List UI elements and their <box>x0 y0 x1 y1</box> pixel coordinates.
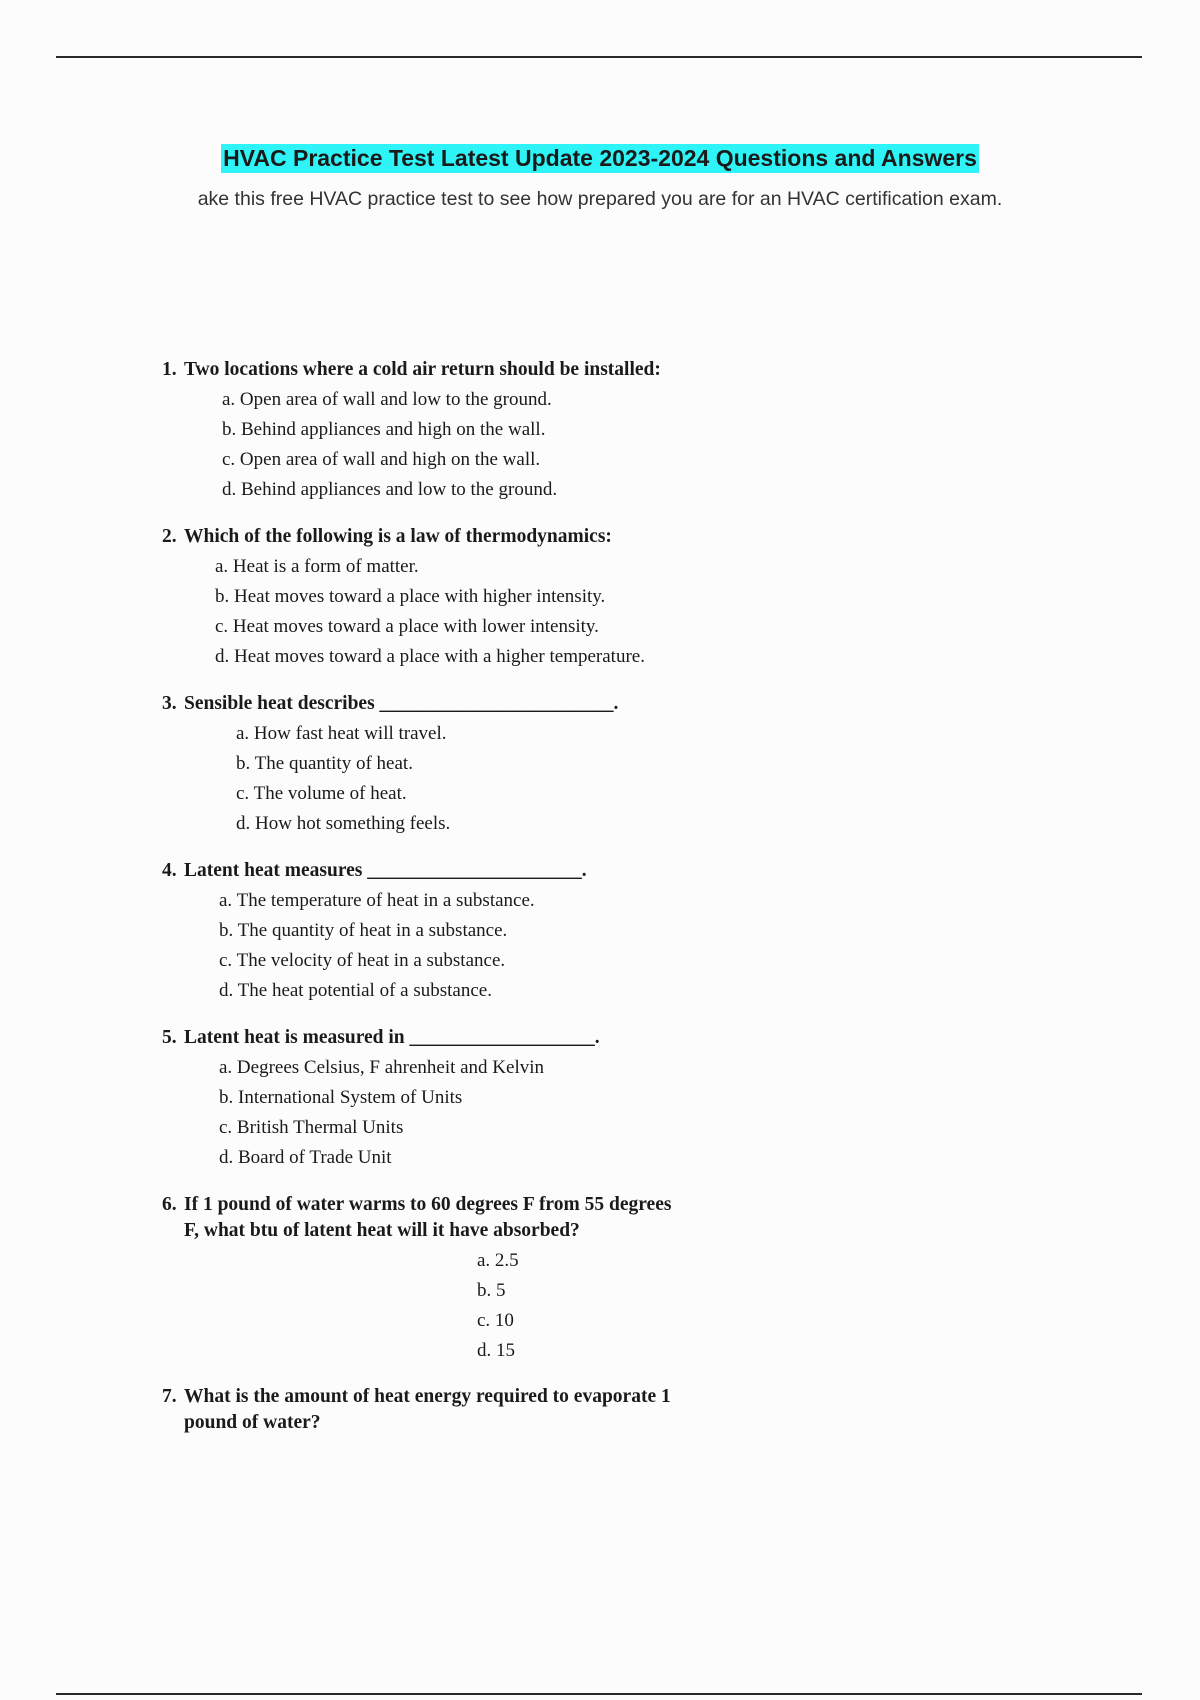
option-3c: c. The volume of heat. <box>236 783 407 804</box>
question-text-line1: If 1 pound of water warms to 60 degrees F from 55 degrees <box>184 1194 672 1215</box>
question-text: Which of the following is a law of thermodynamics: <box>184 526 612 547</box>
option-6c: c. 10 <box>477 1310 514 1331</box>
question-4 <box>162 858 587 884</box>
document-title: HVAC Practice Test Latest Update 2023-2024 Questions and Answers <box>223 145 977 171</box>
option-4b: b. The quantity of heat in a substance. <box>219 920 508 941</box>
option-6a: a. 2.5 <box>477 1250 519 1271</box>
option-1b: b. Behind appliances and high on the wall. <box>222 419 546 440</box>
title-block <box>0 144 1200 173</box>
option-6d: d. 15 <box>477 1340 515 1361</box>
question-text: Latent heat measures ______________________. <box>184 860 587 881</box>
option-2a: a. Heat is a form of matter. <box>215 556 419 577</box>
option-1a: a. Open area of wall and low to the ground. <box>222 389 552 410</box>
option-3d: d. How hot something feels. <box>236 813 451 834</box>
option-4a: a. The temperature of heat in a substance. <box>219 890 535 911</box>
question-number: 7. <box>162 1386 177 1407</box>
question-text-line2: F, what btu of latent heat will it have absorbed? <box>184 1220 580 1241</box>
option-5c: c. British Thermal Units <box>219 1117 404 1138</box>
question-6 <box>162 1192 722 1244</box>
option-3b: b. The quantity of heat. <box>236 753 413 774</box>
document-subtitle: ake this free HVAC practice test to see how prepared you are for an HVAC certification exam. <box>197 188 1003 210</box>
bottom-rule <box>56 1693 1142 1695</box>
option-6b: b. 5 <box>477 1280 506 1301</box>
question-7 <box>162 1384 722 1436</box>
question-text-line2: pound of water? <box>184 1412 321 1433</box>
question-1 <box>162 357 661 383</box>
question-number: 2. <box>162 526 177 547</box>
top-rule <box>56 56 1142 58</box>
option-5d: d. Board of Trade Unit <box>219 1147 392 1168</box>
question-number: 3. <box>162 693 177 714</box>
question-number: 5. <box>162 1027 177 1048</box>
option-2b: b. Heat moves toward a place with higher intensity. <box>215 586 606 607</box>
option-2c: c. Heat moves toward a place with lower intensity. <box>215 616 599 637</box>
option-4d: d. The heat potential of a substance. <box>219 980 492 1001</box>
option-3a: a. How fast heat will travel. <box>236 723 447 744</box>
option-5a: a. Degrees Celsius, F ahrenheit and Kelvin <box>219 1057 545 1078</box>
question-3 <box>162 691 618 717</box>
option-1c: c. Open area of wall and high on the wall. <box>222 449 541 470</box>
question-text: Sensible heat describes ________________________. <box>184 693 619 714</box>
question-number: 4. <box>162 860 177 881</box>
question-text: Two locations where a cold air return should be installed: <box>184 359 661 380</box>
question-text: Latent heat is measured in ___________________. <box>184 1027 600 1048</box>
question-number: 1. <box>162 359 177 380</box>
question-number: 6. <box>162 1194 177 1215</box>
option-5b: b. International System of Units <box>219 1087 463 1108</box>
question-text-line1: What is the amount of heat energy required to evaporate 1 <box>184 1386 671 1407</box>
question-2 <box>162 524 612 550</box>
option-4c: c. The velocity of heat in a substance. <box>219 950 506 971</box>
question-5 <box>162 1025 600 1051</box>
option-1d: d. Behind appliances and low to the ground. <box>222 479 558 500</box>
option-2d: d. Heat moves toward a place with a higher temperature. <box>215 646 645 667</box>
